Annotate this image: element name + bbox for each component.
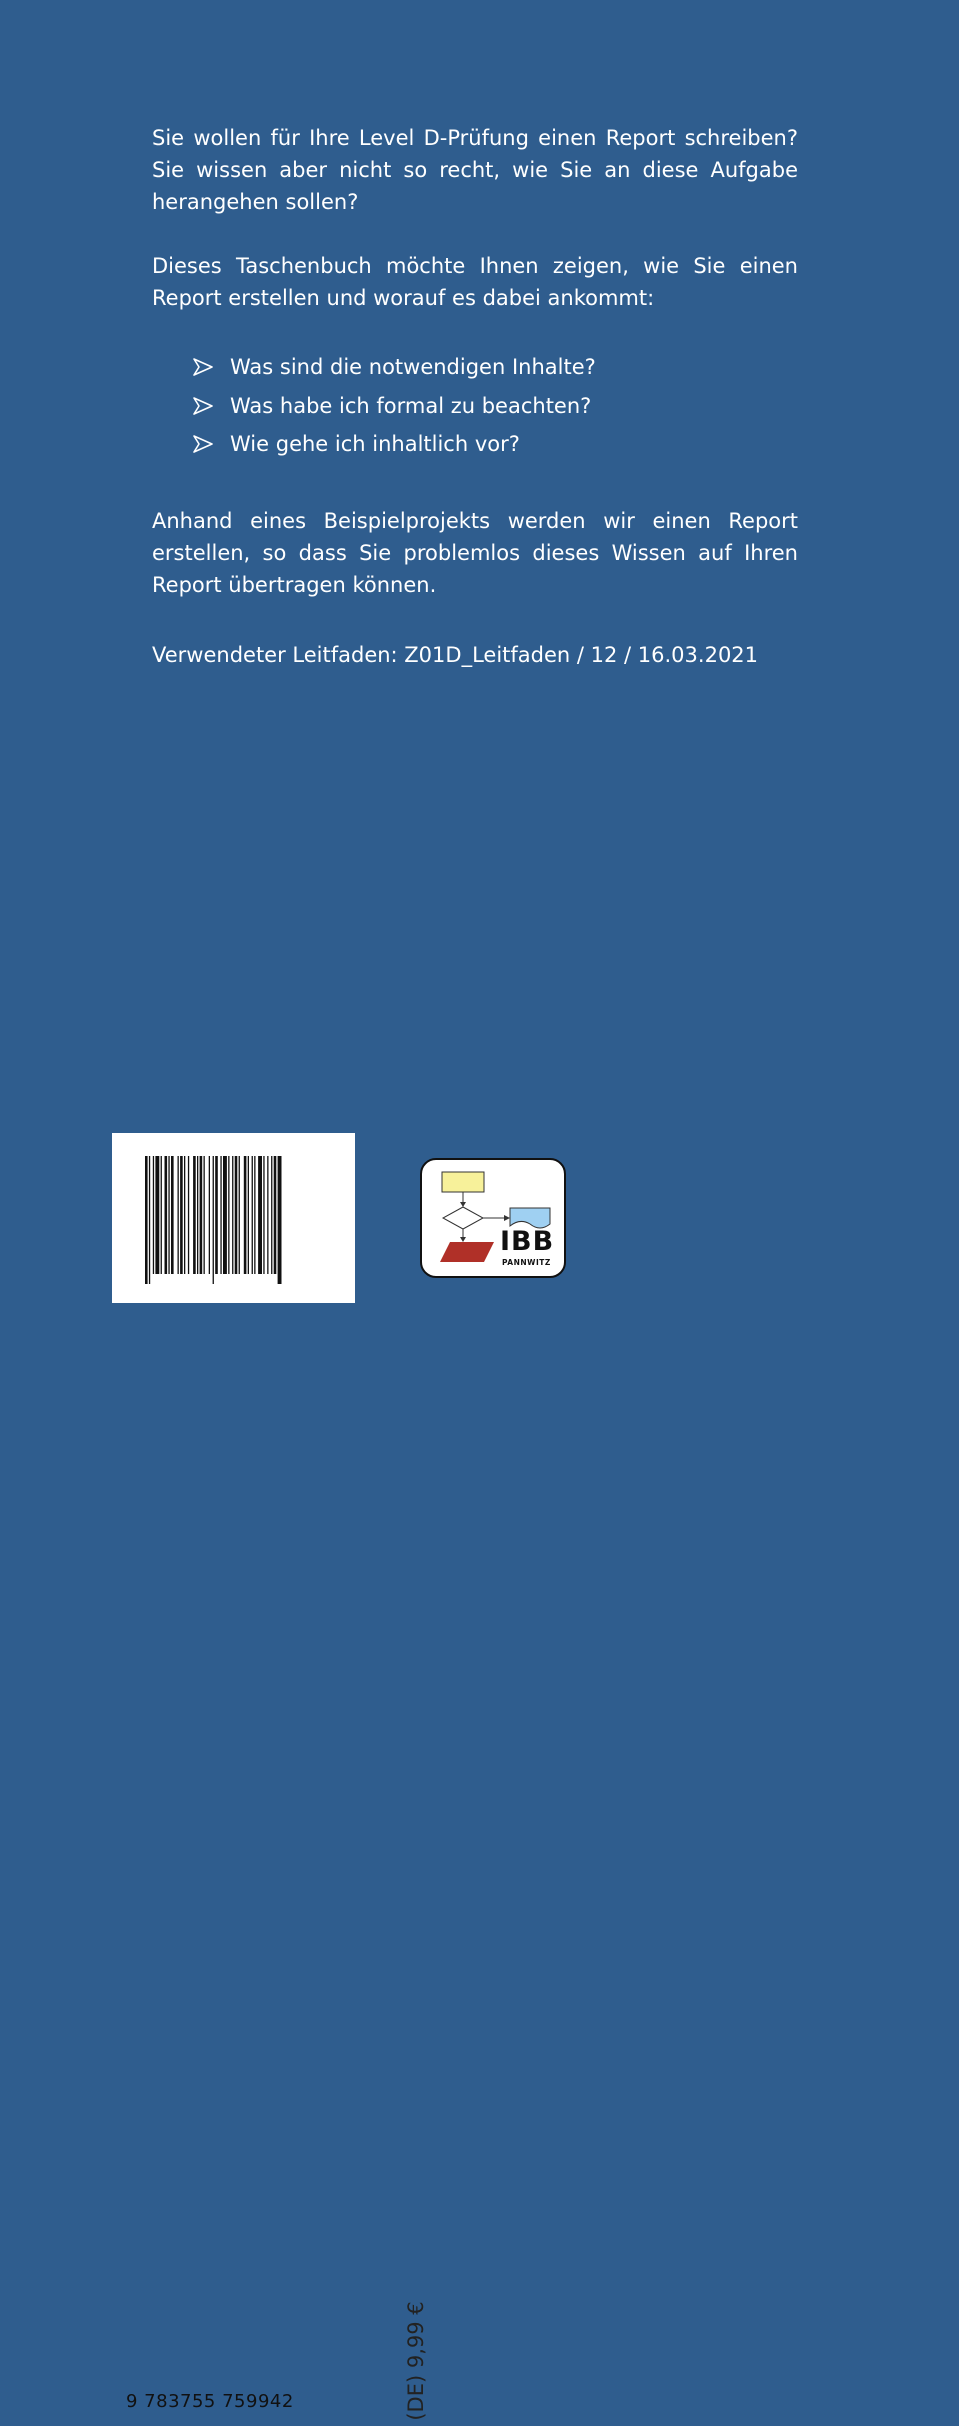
intro-paragraph-2: Dieses Taschenbuch möchte Ihnen zeigen, wie Sie einen Report erstellen und worauf es dabei ankommt: [152, 254, 798, 310]
barcode-bar [149, 1156, 150, 1284]
list-item [190, 387, 790, 426]
barcode-bar [178, 1156, 179, 1274]
barcode-bar [145, 1156, 148, 1284]
arrow-bullet-icon [192, 425, 214, 464]
barcode-bar [228, 1156, 229, 1274]
barcode-bar [254, 1156, 255, 1274]
barcode-bar [239, 1156, 240, 1274]
barcode-bar [271, 1156, 272, 1274]
barcode-bar [155, 1156, 159, 1274]
barcode-bar [235, 1156, 238, 1274]
barcode-bar [232, 1156, 233, 1274]
barcode-bar [244, 1156, 247, 1274]
price-label: (DE) 9,99 € [404, 2301, 428, 2421]
barcode-bar [197, 1156, 198, 1274]
logo-subtitle: PANNWITZ [502, 1258, 551, 1267]
barcode-icon [112, 1133, 355, 1303]
bullet-text: Wie gehe ich inhaltlich vor? [230, 432, 520, 456]
barcode-bar [274, 1156, 277, 1274]
list-item [190, 348, 790, 387]
barcode-label [112, 1133, 428, 2421]
barcode-bar [267, 1156, 268, 1274]
barcode-bar [213, 1156, 214, 1284]
question-list [190, 348, 790, 464]
barcode-bar [168, 1156, 169, 1274]
bullet-text: Was sind die notwendigen Inhalte? [230, 355, 596, 379]
logo-name: IBB [500, 1226, 555, 1257]
barcode-bar [184, 1156, 185, 1274]
barcode-bar [223, 1156, 227, 1274]
barcode-bar [278, 1156, 282, 1284]
barcode-bar [188, 1156, 189, 1274]
guide-reference: Verwendeter Leitfaden: Z01D_Leitfaden / 12 / 16.03.2021 [152, 643, 759, 667]
barcode-bar [165, 1156, 168, 1274]
barcode-bar [180, 1156, 183, 1274]
publisher-logo [420, 1158, 566, 1278]
list-item [190, 425, 790, 464]
intro-paragraph-1: Sie wollen für Ihre Level D-Prüfung einen Report schreiben? Sie wissen aber nicht so recht, wie Sie an diese Aufgabe herangehen sollen? [152, 126, 798, 214]
barcode-bar [258, 1156, 262, 1274]
barcode-bar [161, 1156, 162, 1274]
barcode-bar [215, 1156, 218, 1274]
barcode-bar [204, 1156, 205, 1274]
isbn-number: 9 783755 759942 [126, 2391, 294, 2412]
closing-paragraph: Anhand eines Beispielprojekts werden wir einen Report erstellen, so dass Sie problemlos dieses Wissen auf Ihren Report übertragen können. [152, 509, 798, 597]
barcode-bar [193, 1156, 196, 1274]
barcode-bar [252, 1156, 253, 1274]
barcode-bar [153, 1156, 154, 1274]
barcode-bar [263, 1156, 264, 1274]
barcode-bar [209, 1156, 210, 1274]
arrow-bullet-icon [192, 348, 214, 387]
arrow-bullet-icon [192, 387, 214, 426]
bullet-text: Was habe ich formal zu beachten? [230, 393, 592, 418]
barcode-bar [171, 1156, 174, 1274]
barcode-bar [220, 1156, 221, 1274]
barcode-bar [200, 1156, 203, 1274]
barcode-bar [248, 1156, 249, 1274]
